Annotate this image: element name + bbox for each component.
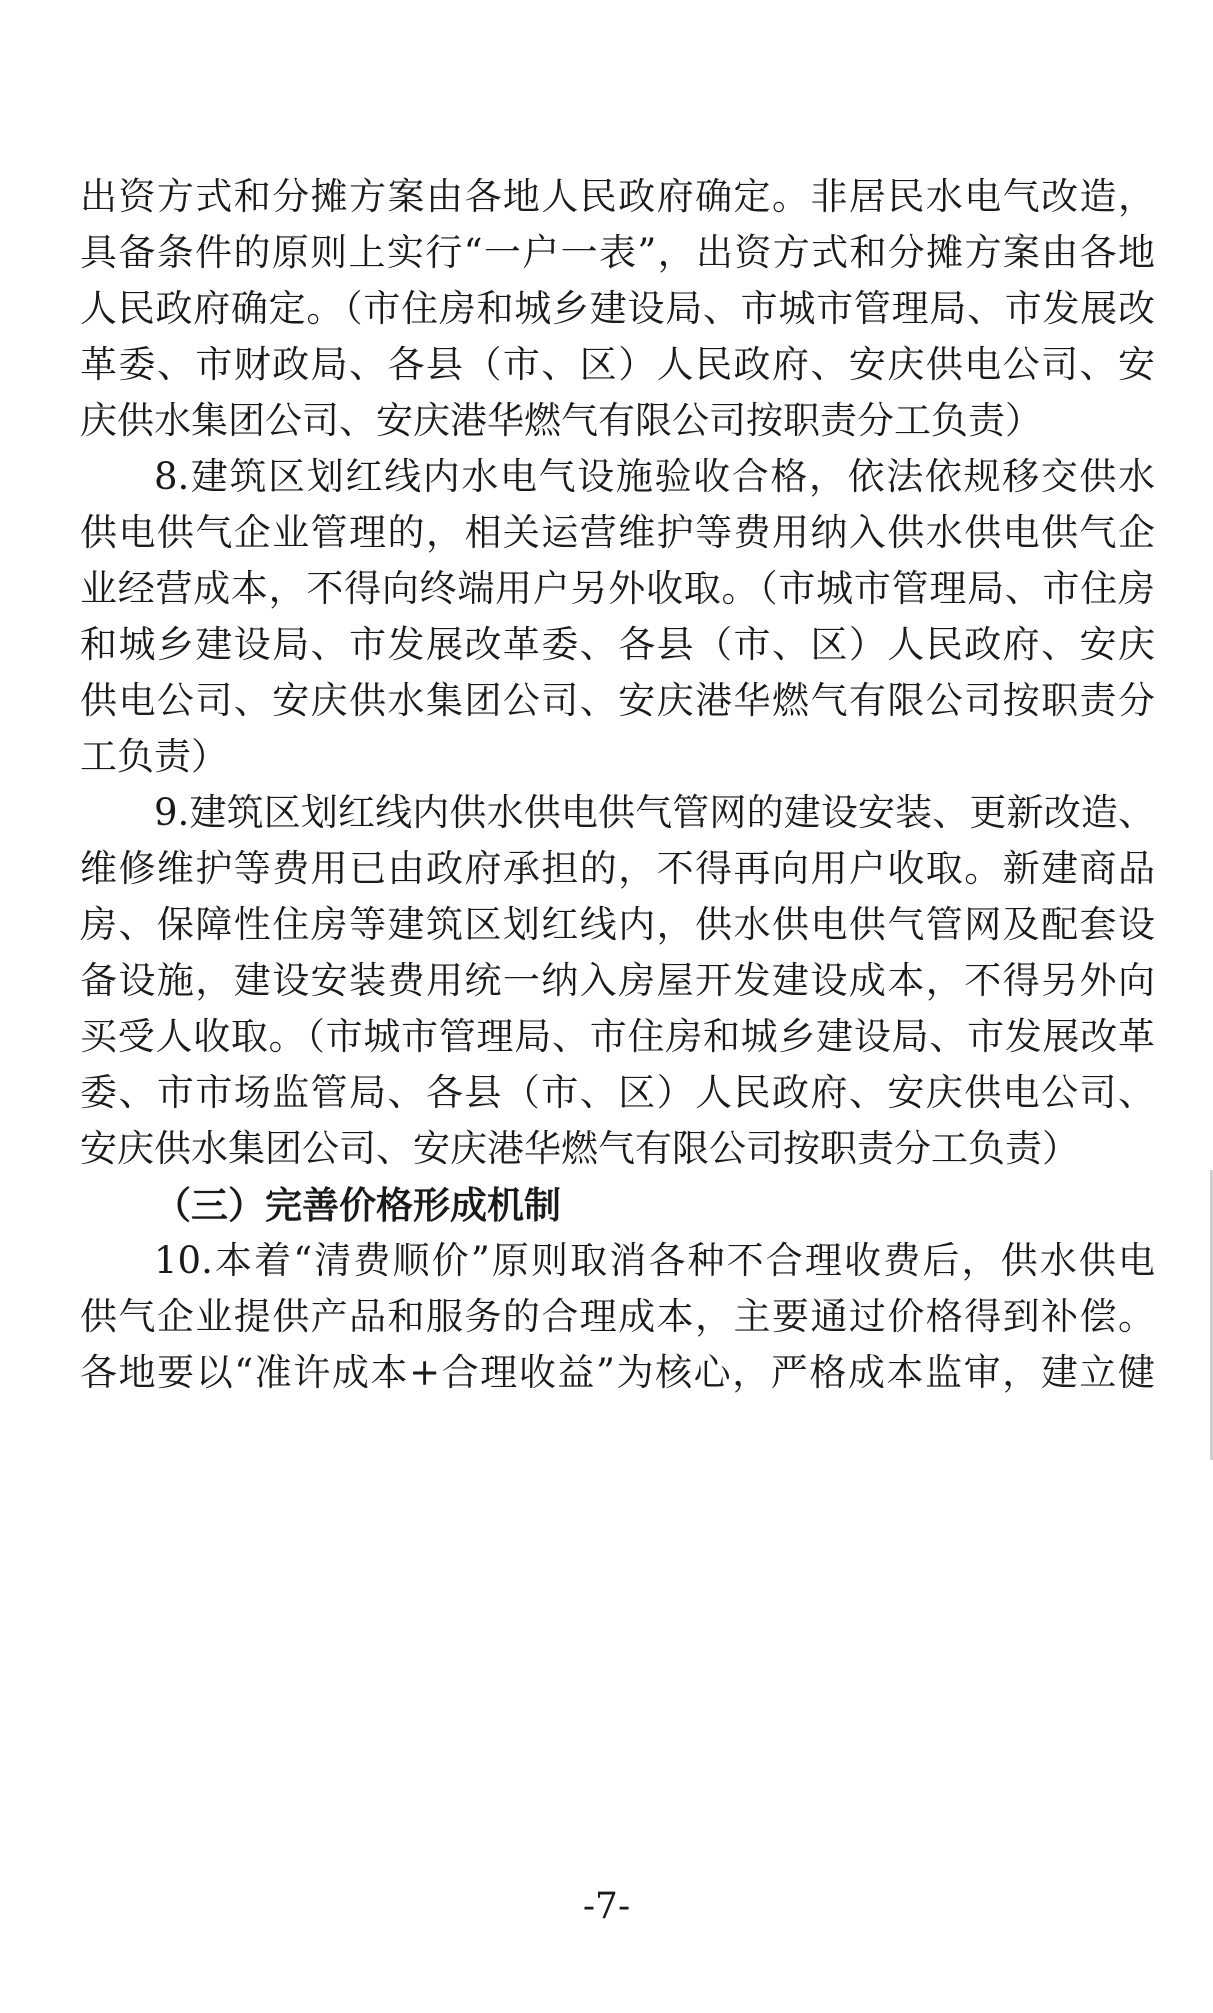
paragraph-line: 人民政府确定。（市住房和城乡建设局、市城市管理局、市发展改 xyxy=(80,287,1155,330)
section-heading: （三）完善价格形成机制 xyxy=(154,1183,561,1227)
paragraph-line: 供电公司、安庆供水集团公司、安庆港华燃气有限公司按职责分 xyxy=(80,679,1155,722)
paragraph-line: 维修维护等费用已由政府承担的，不得再向用户收取。新建商品 xyxy=(80,847,1155,890)
paragraph-line: 出资方式和分摊方案由各地人民政府确定。非居民水电气改造， xyxy=(80,175,1155,218)
paragraph-line: 庆供水集团公司、安庆港华燃气有限公司按职责分工负责） xyxy=(80,399,1042,442)
paragraph-line: 备设施，建设安装费用统一纳入房屋开发建设成本，不得另外向 xyxy=(80,959,1155,1002)
paragraph-line: 各地要以“准许成本+合理收益”为核心，严格成本监审，建立健 xyxy=(80,1351,1155,1394)
paragraph-line: 买受人收取。（市城市管理局、市住房和城乡建设局、市发展改革 xyxy=(80,1015,1155,1058)
paragraph-line: 和城乡建设局、市发展改革委、各县（市、区）人民政府、安庆 xyxy=(80,623,1155,666)
page-number: -7- xyxy=(582,1886,631,1927)
paragraph-line: 革委、市财政局、各县（市、区）人民政府、安庆供电公司、安 xyxy=(80,343,1155,386)
paragraph-line: 业经营成本，不得向终端用户另外收取。（市城市管理局、市住房 xyxy=(80,567,1155,610)
item-8-first-line: 8.建筑区划红线内水电气设施验收合格，依法依规移交供水 xyxy=(154,455,1155,498)
paragraph-line: 供电供气企业管理的，相关运营维护等费用纳入供水供电供气企 xyxy=(80,511,1155,554)
paragraph-line: 安庆供水集团公司、安庆港华燃气有限公司按职责分工负责） xyxy=(80,1127,1079,1170)
paragraph-line: 委、市市场监管局、各县（市、区）人民政府、安庆供电公司、 xyxy=(80,1071,1155,1114)
item-10-first-line: 10.本着“清费顺价”原则取消各种不合理收费后，供水供电 xyxy=(154,1239,1155,1282)
item-9-first-line: 9.建筑区划红线内供水供电供气管网的建设安装、更新改造、 xyxy=(154,791,1155,834)
paragraph-line: 工负责） xyxy=(80,735,228,778)
paragraph-line: 具备条件的原则上实行“一户一表”，出资方式和分摊方案由各地 xyxy=(80,231,1155,274)
paragraph-line: 供气企业提供产品和服务的合理成本，主要通过价格得到补偿。 xyxy=(80,1295,1155,1338)
paragraph-line: 房、保障性住房等建筑区划红线内，供水供电供气管网及配套设 xyxy=(80,903,1155,946)
